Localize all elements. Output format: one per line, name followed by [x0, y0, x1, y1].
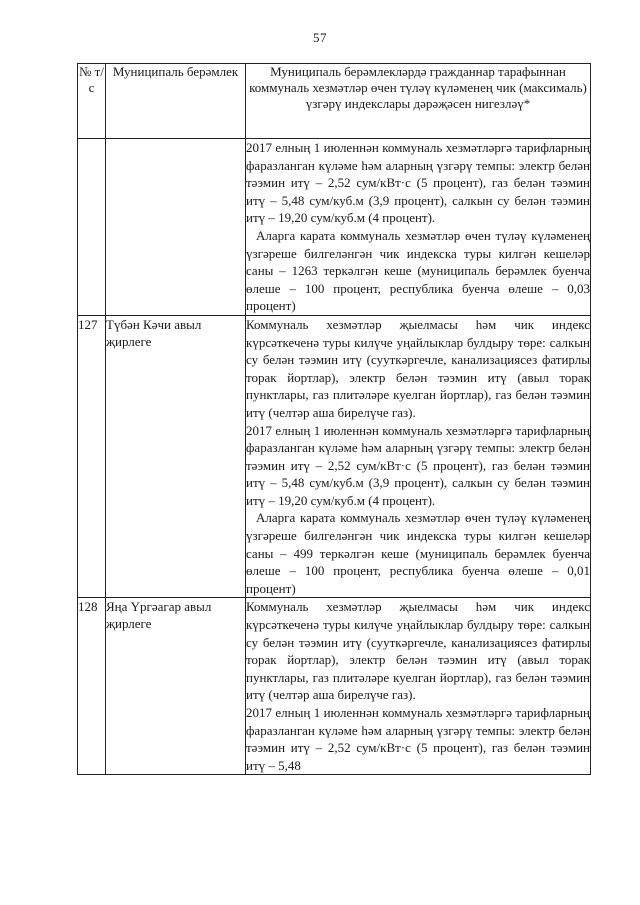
- header-municipality: Муниципаль берәмлек: [106, 64, 246, 139]
- row-municipality: Түбән Кәчи авыл җирлеге: [106, 315, 246, 598]
- description-paragraph: 2017 елның 1 июленнән коммуналь хезмәтләргә тарифларның фаразланган күләме һәм аларның үзгәрү темпы: электр белән тәэмин итү – 2,52 сум/кВт·с (5 процент), газ белән тәэмин итү – 5,48: [246, 705, 590, 773]
- row-municipality: Яңа Үргәагар авыл җирлеге: [106, 598, 246, 775]
- description-paragraph: Аларга карата коммуналь хезмәтләр өчен түләү күләменең үзгәреше билгеләнгән чик индекска туры килгән кешеләр саны – 499 теркәлгән кеше (муниципаль берәмлек буенча өлеше – 100 процент, республика буенча өлеше – 0,01 процент): [246, 510, 590, 596]
- row-number: 127: [78, 315, 106, 598]
- row-description: [246, 315, 591, 598]
- description-paragraph: Аларга карата коммуналь хезмәтләр өчен түләү күләменең үзгәреше билгеләнгән чик индекска туры килгән кешеләр саны – 1263 теркәлгән кеше (муниципаль берәмлек буенча өлеше – 100 процент, республика буенча өлеше – 0,03 процент): [246, 227, 590, 314]
- table-row: [78, 139, 591, 316]
- description-paragraph: 2017 елның 1 июленнән коммуналь хезмәтләргә тарифларның фаразланган күләме һәм аларның үзгәрү темпы: электр белән тәэмин итү – 2,52 сум/кВт·с (5 процент), газ белән тәэмин итү – 5,48 сум/куб.м (3,9 процент), салкын су белән тәэмин итү – 19,20 сум/куб.м (4 процент).: [246, 422, 590, 508]
- index-table: [77, 63, 591, 775]
- description-paragraph: 2017 елның 1 июленнән коммуналь хезмәтләргә тарифларның фаразланган күләме һәм аларның үзгәрү темпы: электр белән тәэмин итү – 2,52 сум/кВт·с (5 процент), газ белән тәэмин итү – 5,48 сум/куб.м (3,9 процент), салкын су белән тәэмин итү – 19,20 сум/куб.м (4 процент).: [246, 140, 590, 226]
- row-description: [246, 139, 591, 316]
- table-row: [78, 598, 591, 775]
- table-header-row: [78, 64, 591, 139]
- description-paragraph: Коммуналь хезмәтләр җыелмасы һәм чик индекс күрсәткеченә туры килүче уңайлыклар булдыру төре: салкын су белән тәэмин итү (сууткәргечле, канализациясез фатирлы торак йортлар), электр белән тәэмин итү (авыл торак пунктлары, газ плитәләре куелган йортлар), газ белән тәэмин итү (челтәр аша бирелүче газ).: [246, 599, 590, 703]
- page-number: 57: [313, 30, 327, 45]
- row-municipality: [106, 139, 246, 316]
- description-paragraph: Коммуналь хезмәтләр җыелмасы һәм чик индекс күрсәткеченә туры килүче уңайлыклар булдыру төре: салкын су белән тәэмин итү (сууткәргечле, канализациясез фатирлы торак йортлар), электр белән тәэмин итү (авыл торак пунктлары, газ плитәләре куелган йортлар), газ белән тәэмин итү (челтәр аша бирелүче газ).: [246, 316, 590, 420]
- row-number: [78, 139, 106, 316]
- row-number: 128: [78, 598, 106, 775]
- row-description: [246, 598, 591, 775]
- header-number: № т/с: [78, 64, 106, 139]
- table-row: [78, 315, 591, 598]
- header-description: Муниципаль берәмлекләрдә гражданнар тарафыннан коммуналь хезмәтләр өчен түләү күләменең чик (максималь) үзгәрү индекслары дәрәҗәсен нигезләү*: [246, 64, 591, 139]
